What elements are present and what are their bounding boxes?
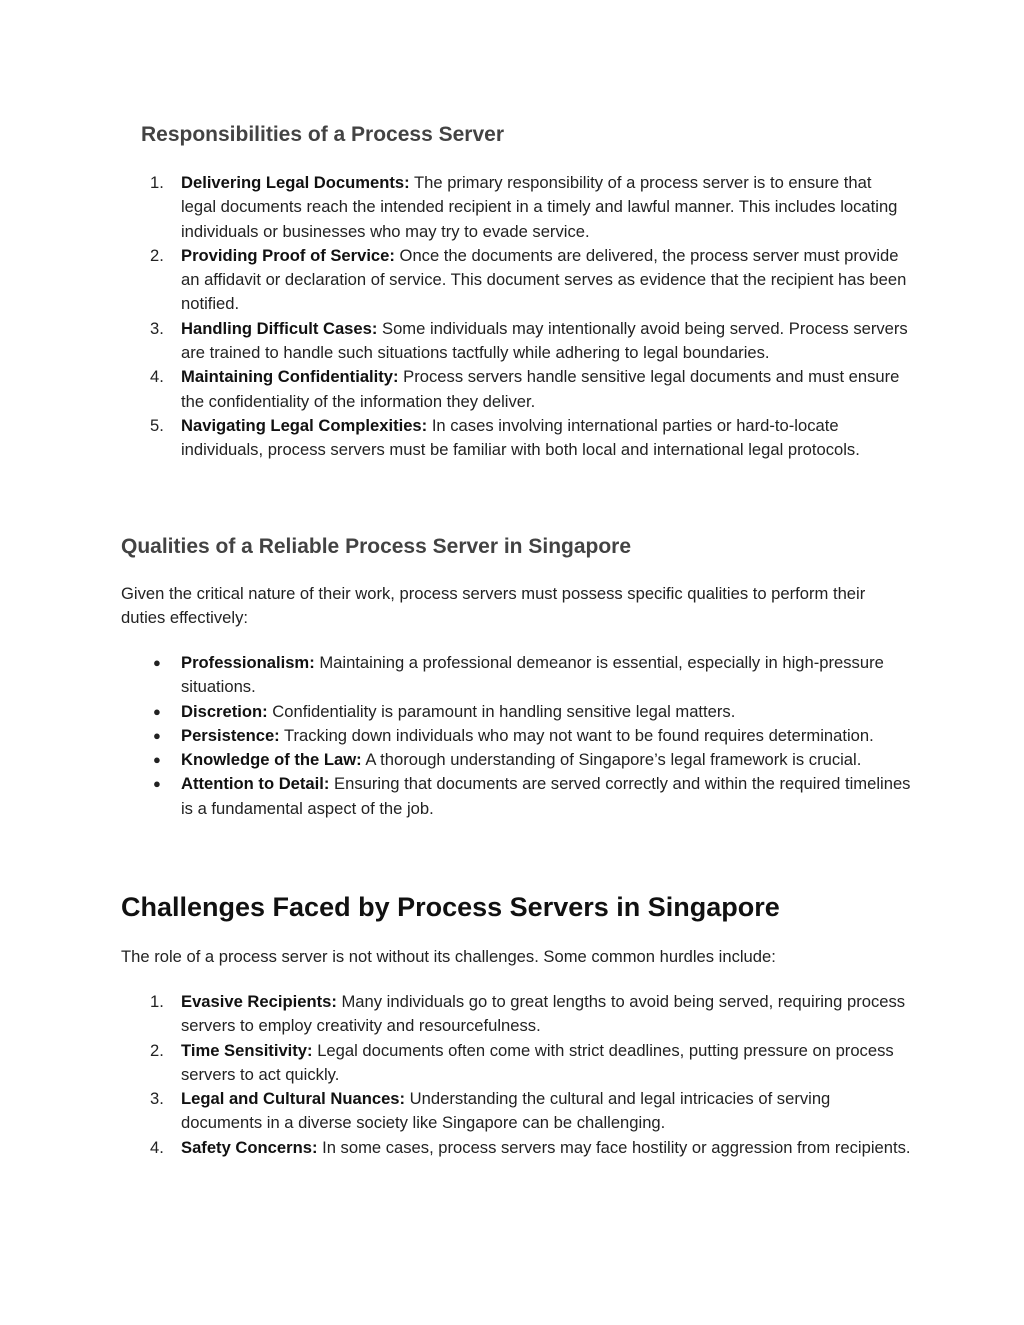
item-text: In cases involving international parties or hard-to-locate individuals, process servers must be familiar with both local and international legal protocols. xyxy=(181,415,860,460)
list-item xyxy=(121,772,911,821)
list-number: 3. xyxy=(150,318,164,338)
qualities-heading: Qualities of a Reliable Process Server in Singapore xyxy=(121,535,632,558)
list-item xyxy=(121,1136,911,1160)
item-term: Delivering Legal Documents: xyxy=(181,173,410,192)
item-term: Safety Concerns: xyxy=(181,1137,318,1157)
item-term: Providing Proof of Service: xyxy=(181,245,395,265)
list-item xyxy=(121,990,911,1039)
item-text: Many individuals go to great lengths to avoid being served, requiring process servers to employ creativity and resourcefulness. xyxy=(181,992,906,1036)
challenges-heading: Challenges Faced by Process Servers in Singapore xyxy=(121,892,780,922)
item-term: Legal and Cultural Nuances: xyxy=(181,1089,406,1109)
item-term: Handling Difficult Cases: xyxy=(181,318,378,338)
bullet-icon: ● xyxy=(153,727,161,743)
list-item xyxy=(121,244,911,317)
challenges-intro: The role of a process server is not without its challenges. Some common hurdles include: xyxy=(121,947,776,966)
list-item xyxy=(121,651,911,700)
item-term: Persistence: xyxy=(181,725,280,745)
item-term: Maintaining Confidentiality: xyxy=(181,367,399,387)
item-term: Attention to Detail: xyxy=(181,774,330,794)
list-item xyxy=(121,414,911,463)
list-number: 2. xyxy=(150,245,164,265)
responsibilities-heading: Responsibilities of a Process Server xyxy=(141,123,504,146)
item-text: Ensuring that documents are served correctly and within the required timelines is a fundamental aspect of the job. xyxy=(181,774,911,818)
list-item xyxy=(121,724,911,748)
item-text: The primary responsibility of a process server is to ensure that legal documents reach the intended recipient in a timely and lawful manner. This includes locating individuals or businesses who may try to evade service. xyxy=(181,173,898,241)
list-number: 4. xyxy=(150,367,164,387)
list-item xyxy=(121,1039,911,1088)
bullet-icon: ● xyxy=(153,752,161,768)
item-text: Understanding the cultural and legal intricacies of serving documents in a diverse society like Singapore can be challenging. xyxy=(181,1089,831,1133)
list-item xyxy=(121,700,911,724)
list-item xyxy=(121,365,911,414)
item-text: Maintaining a professional demeanor is essential, especially in high-pressure situations. xyxy=(181,653,884,697)
list-item xyxy=(121,748,911,772)
item-term: Navigating Legal Complexities: xyxy=(181,415,428,435)
list-number: 5. xyxy=(150,415,164,435)
list-item xyxy=(121,171,911,244)
bullet-icon: ● xyxy=(153,655,161,670)
item-text: Legal documents often come with strict deadlines, putting pressure on process servers to act quickly. xyxy=(181,1040,894,1084)
item-text: In some cases, process servers may face hostility or aggression from recipients. xyxy=(317,1137,911,1157)
qualities-list xyxy=(121,651,911,821)
item-term: Knowledge of the Law: xyxy=(181,750,362,770)
item-term: Time Sensitivity: xyxy=(181,1040,313,1060)
item-text: Process servers handle sensitive legal documents and must ensure the confidentiality of the information they deliver. xyxy=(181,367,900,411)
list-item xyxy=(121,1087,911,1136)
list-number: 1. xyxy=(150,173,164,192)
list-number: 2. xyxy=(150,1040,164,1060)
item-term: Evasive Recipients: xyxy=(181,992,337,1011)
list-number: 1. xyxy=(150,992,164,1011)
item-text: Tracking down individuals who may not want to be found requires determination. xyxy=(279,725,874,745)
challenges-list xyxy=(121,990,911,1160)
responsibilities-list xyxy=(121,171,911,463)
bullet-icon: ● xyxy=(153,776,161,792)
item-text: Confidentiality is paramount in handling sensitive legal matters. xyxy=(267,701,736,721)
list-number: 3. xyxy=(150,1089,164,1109)
item-term: Discretion: xyxy=(181,701,268,721)
item-text: Once the documents are delivered, the process server must provide an affidavit or declaration of service. This document serves as evidence that the recipient has been notified. xyxy=(181,245,907,314)
bullet-icon: ● xyxy=(153,703,161,719)
qualities-intro: Given the critical nature of their work, process servers must possess specific qualities to perform their duties effectively: xyxy=(121,584,866,628)
item-text: Some individuals may intentionally avoid being served. Process servers are trained to handle such situations tactfully while adhering to legal boundaries. xyxy=(181,318,908,363)
item-text: A thorough understanding of Singapore’s legal framework is crucial. xyxy=(361,750,862,770)
item-term: Professionalism: xyxy=(181,653,315,672)
list-item xyxy=(121,317,911,366)
list-number: 4. xyxy=(150,1137,164,1157)
